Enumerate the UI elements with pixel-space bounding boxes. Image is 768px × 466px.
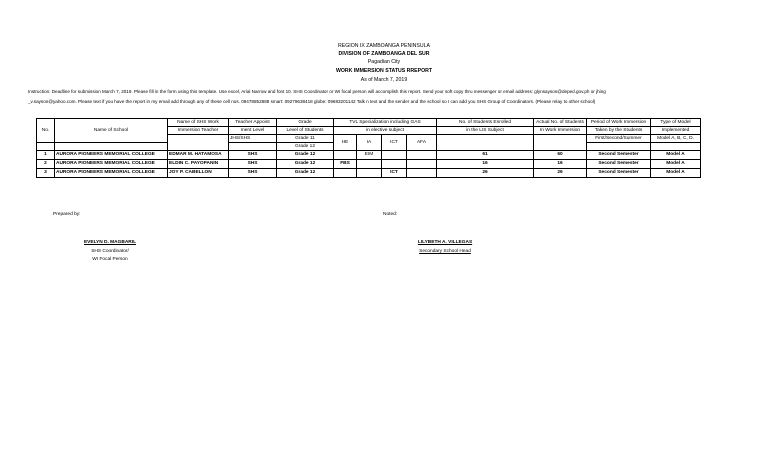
report-title: WORK IMMERSION STATUS RREPORT — [335, 68, 433, 74]
row-period: Second Semester — [587, 160, 651, 169]
header-afa: AFA — [407, 135, 437, 151]
header-appoint-blank — [229, 143, 277, 151]
work-immersion-table — [36, 118, 701, 178]
header-no-blank — [37, 143, 55, 151]
row-no: 2 — [37, 160, 55, 169]
row-teacher: EDMAR M. HATAMOSA — [168, 151, 229, 160]
as-of-date: As of March 7, 2019 — [360, 77, 408, 83]
row-model: Model A — [651, 169, 701, 178]
header-grade-2: Level of Students — [277, 127, 334, 135]
header-ia: IA — [357, 135, 382, 151]
header-school: Name of School — [55, 119, 168, 143]
noted-by-block — [395, 240, 495, 255]
header-teacher-blank — [168, 135, 229, 151]
header-period-3: First/Second/Summer — [587, 135, 651, 143]
header-model-2: Implemented — [651, 127, 701, 135]
header-period-blank — [587, 143, 651, 151]
row-period: Second Semester — [587, 169, 651, 178]
noted-by-name: LILYBETH A. VILLEGAS — [417, 240, 473, 245]
row-afa — [407, 151, 437, 160]
prepared-by-name: EVELYN D. MAGBARIL — [83, 240, 137, 245]
header-enrolled-1: No. of Students Enrolled — [437, 119, 534, 127]
table-row — [37, 160, 701, 169]
header-appoint-3: JHS/SHS — [229, 135, 277, 143]
instruction-line-2: _v.sayson@yahoo.com. Please text if you have the report in my email add through any of these cell nos. 09478852888 smart: 09279638418 globe: 09683201142 Talk n text and the sender and the school so I can add you SHS Group of Coordinators. (Please relay to other school) — [28, 99, 596, 104]
division-line: DIVISION OF ZAMBOANGA DEL SUR — [338, 51, 430, 57]
header-period-1: Period of Work Immersion — [587, 119, 651, 127]
row-model: Model A — [651, 160, 701, 169]
row-ia — [357, 169, 382, 178]
table-row — [37, 151, 701, 160]
header-grade-4: Grade 12 — [277, 143, 334, 151]
region-line: REGION IX ZAMBOANGA PENINSULA — [338, 43, 430, 49]
row-actual: 26 — [534, 169, 587, 178]
row-ict — [382, 160, 407, 169]
row-ict: ICT — [382, 169, 407, 178]
header-period-2: Taken by the Students — [587, 127, 651, 135]
header-grade-3: Grade 11 — [277, 135, 334, 143]
row-ict — [382, 151, 407, 160]
row-school: AURORA PIONEERS MEMORIAL COLLEGE — [55, 160, 168, 169]
row-level: SHS — [229, 160, 277, 169]
city-line: Pagadian City — [367, 59, 401, 65]
header-appoint-2: ment Level — [229, 127, 277, 135]
prepared-by-role-1: SHS Coordinator/ — [91, 249, 129, 254]
noted-label: Noted: — [383, 212, 398, 217]
header-tvl-2: in elective subject — [334, 127, 437, 135]
row-actual: 16 — [534, 160, 587, 169]
row-level: SHS — [229, 151, 277, 160]
row-he — [334, 169, 357, 178]
instruction-line-1: Instruction: Deadline for submission March 7, 2019. Please fill in the form using this template. Use excel, Arial Narrow and font 10. SHS Coordinator or WI focal person will accomplish this report. Send your soft copy thru messenger or email address: glynsayson@deped.gov.ph or jhing — [28, 89, 606, 94]
row-he: FBS — [334, 160, 357, 169]
row-grade: Grade 12 — [277, 169, 334, 178]
row-ia: EIM — [357, 151, 382, 160]
prepared-by-role-2: WI Focal Person — [92, 257, 128, 262]
row-no: 3 — [37, 169, 55, 178]
header-row-1 — [37, 119, 701, 127]
header-ict: ICT — [382, 135, 407, 151]
header-no: No. — [37, 119, 55, 143]
header-school-blank — [55, 143, 168, 151]
row-grade: Grade 12 — [277, 151, 334, 160]
noted-by-role: Secondary School Head — [419, 249, 471, 254]
header-teacher-2: Immersion Teacher — [168, 127, 229, 135]
prepared-by-block — [60, 240, 160, 263]
header-actual-blank — [534, 135, 587, 151]
header-grade-1: Grade — [277, 119, 334, 127]
table-row — [37, 169, 701, 178]
row-level: SHS — [229, 169, 277, 178]
row-model: Model A — [651, 151, 701, 160]
row-actual: 60 — [534, 151, 587, 160]
row-teacher: JOY P. CABELLON — [168, 169, 229, 178]
header-appoint-1: Teacher Appoint — [229, 119, 277, 127]
row-afa — [407, 169, 437, 178]
row-period: Second Semester — [587, 151, 651, 160]
row-enrolled: 16 — [437, 160, 534, 169]
row-grade: Grade 12 — [277, 160, 334, 169]
row-teacher: ELDIN C. PAYOPANIN — [168, 160, 229, 169]
header-model-1: Type of Model — [651, 119, 701, 127]
header-teacher-1: Name of SHS Work — [168, 119, 229, 127]
header-actual-1: Actual No. of Students — [534, 119, 587, 127]
header-actual-2: In Work Immersion — [534, 127, 587, 135]
row-ia — [357, 160, 382, 169]
header-model-3: Model A, B, C, D. — [651, 135, 701, 143]
header-tvl-1: TVL Specialization including GAS — [334, 119, 437, 127]
row-school: AURORA PIONEERS MEMORIAL COLLEGE — [55, 169, 168, 178]
prepared-by-label: Prepared by: — [53, 212, 81, 217]
header-enrolled-2: in the LIS Subject — [437, 127, 534, 135]
row-afa — [407, 160, 437, 169]
row-enrolled: 26 — [437, 169, 534, 178]
header-enrolled-blank — [437, 135, 534, 151]
header-model-blank — [651, 143, 701, 151]
row-he — [334, 151, 357, 160]
row-school: AURORA PIONEERS MEMORIAL COLLEGE — [55, 151, 168, 160]
header-he: HE — [334, 135, 357, 151]
row-no: 1 — [37, 151, 55, 160]
row-enrolled: 61 — [437, 151, 534, 160]
